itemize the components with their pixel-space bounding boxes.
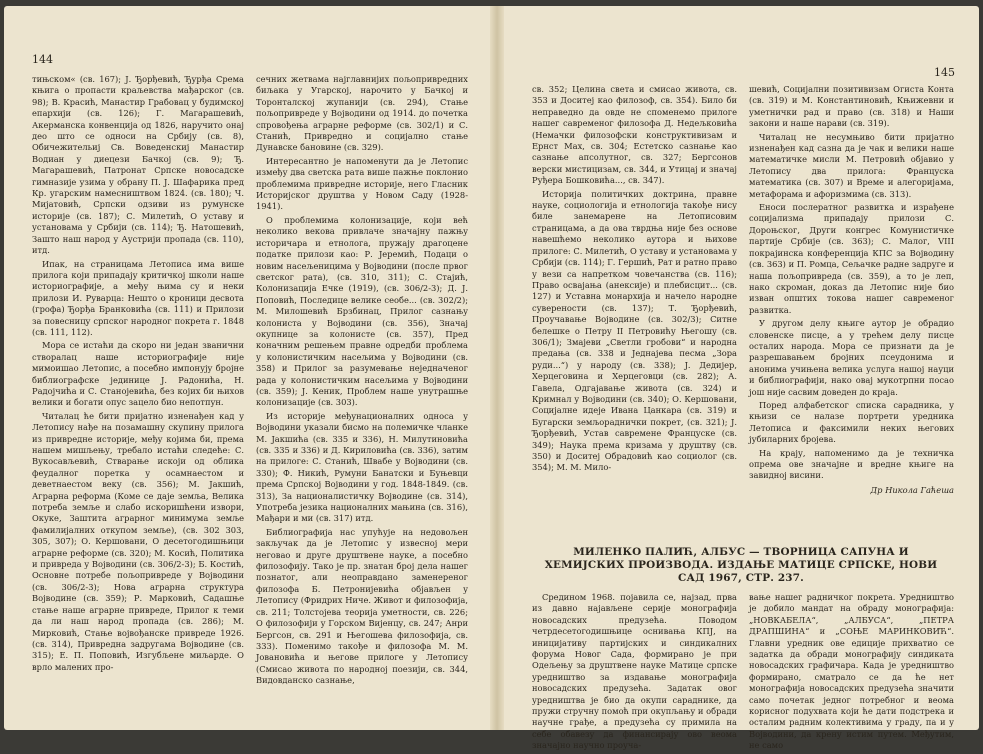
right-column-1	[532, 84, 737, 476]
paragraph: Историја политичких доктрина, правне науке, социологија и етнологија такође нису биле занемарене на Летописовим страницама, а да ова тврдња није без основе навешћемо неколико аутора и њихове прилоге: С. Милетић, О уставу и установама у Србији (св. 114); Г. Гершић, Рат и ратно право у вези са напретком човечанства (св. 116); Право освајања (анексије) и плебисцит... (св. 127) и Уставна монархија и начело народне суверености (св. 137); Т. Ђорђевић, Проучавање Војводине (св. 302/3); Ситне белешке о Петру II Петровићу Његошу (св. 306/1); Змајеви „Светли гробови“ и народна предања (св. 338 и Једнајева песма „Зора руди...“) у народу (св. 338); Ј. Дедијер, Херцеговина и Херцеговци (св. 282); А. Гавела, Одгајавање живота (св. 324) и Кримнал у Војводини (св. 340); О. Кершовани, Социјалне идеје Ивана Цанкара (св. 319) и Бугарски земљораднички покрет, (св. 321); Ј. Ђорђевић, Устав савремене Француске (св. 349); Наука према кризама у друштву (св. 350) и Доситеј Обрадовић као социолог (св. 354); М. М. Мило-	[532, 188, 737, 473]
open-book	[4, 6, 979, 751]
paragraph: Мора се истаћи да скоро ни један званични створалац наше историографије није мимоишао Летопис, а посебно импонују бројне библиографске јединице Ј. Радонића, Н. Радојчића и С. Станојевића, без којих би њихов велики и богати опус зацело био непотпун.	[32, 340, 244, 408]
paragraph: Библиографија нас упућује на недовољен закључак да је Летопис у извесној мери неговао и друге друштвене науке, а посебно филозофију. Тако је пр. знатан број дела нашег познатог, али неоправдано заменереног филозофа Б. Петронијевића објављен у Летопису (Фридрих Ниче. Живот и филозофија, св. 211; Толстојева теорија уметности, св. 226; О филозофији у Горском Вијенцу, св. 247; Анри Бергсон, св. 291 и Његошева филозофија, св. 333). Поменимо такође и филозофа М. М. Јовановића и његове прилоге у Летопису (Смисао живота по народној поезији, св. 344, Видовданско сазнање,	[256, 526, 468, 686]
paragraph: У другом делу књиге аутор је обрадио словенске писце, а у трећем делу писце осталих народа. Мора се признати да је разрешавањем бројних псеудонима и анонима учињена велика услуга нашој науци и библиографији, нако овај мукотрпни посао још није сасвим доведен до краја.	[749, 318, 954, 397]
paragraph: Ипак, на страницама Летописа има више прилога који припадају критичкој школи наше историографије, а међу њима су и неки прилози И. Руварца: Нешто о кроници десвота (грофа) Ђорђа Бранковића (св. 111) и Прилози за повесницу српског народног покрета г. 1848 (св. 111, 112).	[32, 258, 244, 337]
left-page	[4, 6, 490, 730]
paragraph: шевић, Социјални позитивизам Огиста Конта (св. 319) и М. Константиновић, Књижевни и уметнички рад и право (св. 318) и Наши закони и наше нарави (св. 319).	[749, 84, 954, 129]
paragraph: Еноси послератног развитка и израђене социјализма припадају прилози С. Дороњског, Други конгрес Комунистичке партије Србије (св. 363); С. Малог, VIII покрајинска конференција КПС за Војводину (св. 363) и П. Ромца, Сељачке радне задруге и наша пољопривреда (св. 359), а то је леп, нако скроман, доказ да Летопис није био изван општих токова нашег савременог развитка.	[749, 202, 954, 315]
paragraph: сечних жетвама најглавнијих пољопривредних биљака у Угарској, нарочито у Бачкој и Торонталској жупанији (св. 294), Стање пољопривреде у Војводини од 1914. до почетка спровођења аграрне реформе (св. 302/1) и С. Станић, Привредно и социјално стање Дунавске бановине (св. 329).	[256, 74, 468, 153]
review-column-1	[532, 592, 737, 754]
left-column-1	[32, 74, 244, 675]
page-number-right: 145	[934, 66, 955, 79]
page-number-left: 144	[32, 53, 53, 66]
paragraph: Средином 1968. појавила се, најзад, прва из давно најављене серије монографија новосадских предузећа. Поводом четрдесетогодишњице оснивања КПЈ, на иницијативу партијских и синдикалних форума Новог Сада, формирано је при Одељењу за друштвене науке Матице српске уредништво за издавање монографија новосадских предузећа. Задатак овог уредништва је био да окупи сараднике, да пружи стручну помоћ при окупљању и обради научне грађе, а предузећа су примила на себе обавезу да финансирају ово веома значајно научно проуча-	[532, 592, 737, 751]
right-page	[504, 6, 979, 751]
left-column-2	[256, 74, 468, 689]
paragraph: Из историје међунационалних односа у Војводини указали бисмо на полемичке чланке М. Јакшића (св. 335 и 336), Н. Милутиновића (св. 335 и 336) и Д. Кириловића (св. 336), затим на прилоге: С. Станић, Швабе у Војводини (св. 330); Ф. Никић, Румуни Банатски и Буњевци према Српској Војводини у год. 1848-1849. (св. 313), За националистичку Војводине (св. 314), Употреба језика националних мањина (св. 316), Мађари и ми (св. 317) итд.	[256, 410, 468, 524]
review-column-2	[749, 592, 954, 754]
paragraph: О проблемима колонизације, који већ неколико векова привлаче значајну пажњу историчара и етнолога, пружају драгоцене податке прилози као: Р. Јеремић, Подаци о новим насељеницима у Војводини (после првог светског рата), (св. 310, 311); С. Стајић, Колонизација Ечке (1919), (св. 306/2-3); Д. Ј. Поповић, Последице велике сеобе... (св. 302/2); М. Милошевић Брзбинац, Прилог сазнању колониста у Војводини (св. 356), Значај окупнице за колонисте (св. 357), Пред коначним решењем правне одредби проблема у колонистичким насељима у Војводини (св. 358) и Прилог за разумевање неједначеног рада у колонистичким насељима у Војводини (св. 359); Ј. Кеник, Проблем наше унутрашње колонизације (св. 303).	[256, 214, 468, 408]
right-column-2	[749, 84, 954, 496]
paragraph: Читалац ће бити пријатно изненађен кад у Летопису нађе на позамашну скупину прилога из привредне историје, међу којима би, према нашем мишљењу, требало истаћи следеће: С. Вукосављевић, Стварање искоји од облика феудалног поретка у осамнаестом и деветнаестом веку (св. 356); М. Јакшић, Аграрна реформа (Коме се даје земља, Велика потреба земље и слабо искоришћени извори, Окуке, Заштита аграрног минимума земље фамилијалних откупом земље), (св. 302 303, 305, 307); О. Кершовани, О десетогодишњици аграрне реформе (св. 320); М. Косић, Политика и привреда у Војводини (св. 306/2-3); Б. Костић, Основне потребе пољопривреде у Војводини (св. 306/2-3); Нова аграрна структура Војводине (св. 359); Р. Марковић, Садашње стање наше аграрне привреде, Прилог к теми да ли наш народ пропада (св. 286); М. Мирковић, Стање војвођанске привреде 1926. (св. 314), Привредна задругама Војводине (св. 315); Е. П. Поповић, Изгубљене миљарде. О врло малених про-	[32, 410, 244, 672]
paragraph: св. 352; Целина света и смисао живота, св. 353 и Доситеј као филозоф, св. 354). Било би неправедно да овде не споменемо прилоге нашег савременог филозофа Д. Недељковића (Немачки филозофски конструктивизам и Ернст Мах, св. 304; Естетско сазнање као сазнање апсолутног, св. 327; Бергсонов верски мистицизам, св. 344, и Утицај и значај Руђера Бошковића..., св. 347).	[532, 84, 737, 186]
paragraph: На крају, напоменимо да је техничка опрема ове значајне и вредне књиге на завидној висини.	[749, 447, 954, 481]
paragraph: Поред алфабетског списка сарадника, у књизи се налазе портрети уредника Летописа и факсимили неких његових јубиларних бројева.	[749, 399, 954, 445]
book-spine	[490, 6, 504, 730]
paragraph: вање нашег радничког покрета. Уредништво је добило мандат на обраду монографија: „НОВКАБЕЛА“, „АЛБУСА“, „ПЕТРА ДРАПШИНА“ и „СОЊЕ МАРИНКОВИЋ“. Главни уредник ове едиције прихватио се задатка да обради монографију синдиката новосадских графичара. Када је уредништво формирано, сматрало се да ће нет монографија новосадских предузећа значити само почетак једног потребног и веома корисног подухвата који ће дати подстрека и осталим радним колективима у граду, па и у Војводини, да крену истим путем. Међутим, не само	[749, 592, 954, 751]
paragraph: Читалац не несумњиво бити пријатно изненађен кад сазна да је чак и велики наше математичке мисли М. Петровић објавио у Летопису два прилога: Француска математика (св. 307) и Време и алегоријама, метафорама и афоризмима (св. 313).	[749, 131, 954, 199]
author-signature: Др Никола Гаћеша	[870, 484, 954, 495]
paragraph: Интересантно је напоменути да је Летопис између два светска рата више пажње поклонио проблемима привредне историје, него Гласник Историјског друштва у Новом Саду (1928-1941).	[256, 155, 468, 212]
review-heading: МИЛЕНКО ПАЛИЋ, АЛБУС — ТВОРНИЦА САПУНА И ХЕМИЈСКИХ ПРОИЗВОДА. ИЗДАЊЕ МАТИЦЕ СРПСКЕ, НОВИ САД 1967, СТР. 237.	[544, 546, 938, 584]
paragraph: тињском« (св. 167); Ј. Ђорђевић, Ђурђа Срема књига о пропасти краљевства мађарског (св. 98); В. Красић, Манастир Грабовац у будимској епархији (св. 126); Г. Магарашевић, Акерманска конвенција од 1826, наручито онај део што се односи на Србију (св. 8), Обичежительиј Св. Воведенскиј Манастир Водиан у диецези Бачкој (св. 9); Ђ. Магарашевић, Патронат Српске новосадске гимназије узима у обрану П. Ј. Шафарика пред Кр. угарским намесништвом 1824. (св. 180); Ч. Мијатовић, Српски одзиви из румунске историје (св. 187); С. Милетић, О уставу и установама у Србији (св. 114); Ђ. Натошевић, Зашто наш народ у Аустрији пропада (св. 110), итд.	[32, 74, 244, 256]
